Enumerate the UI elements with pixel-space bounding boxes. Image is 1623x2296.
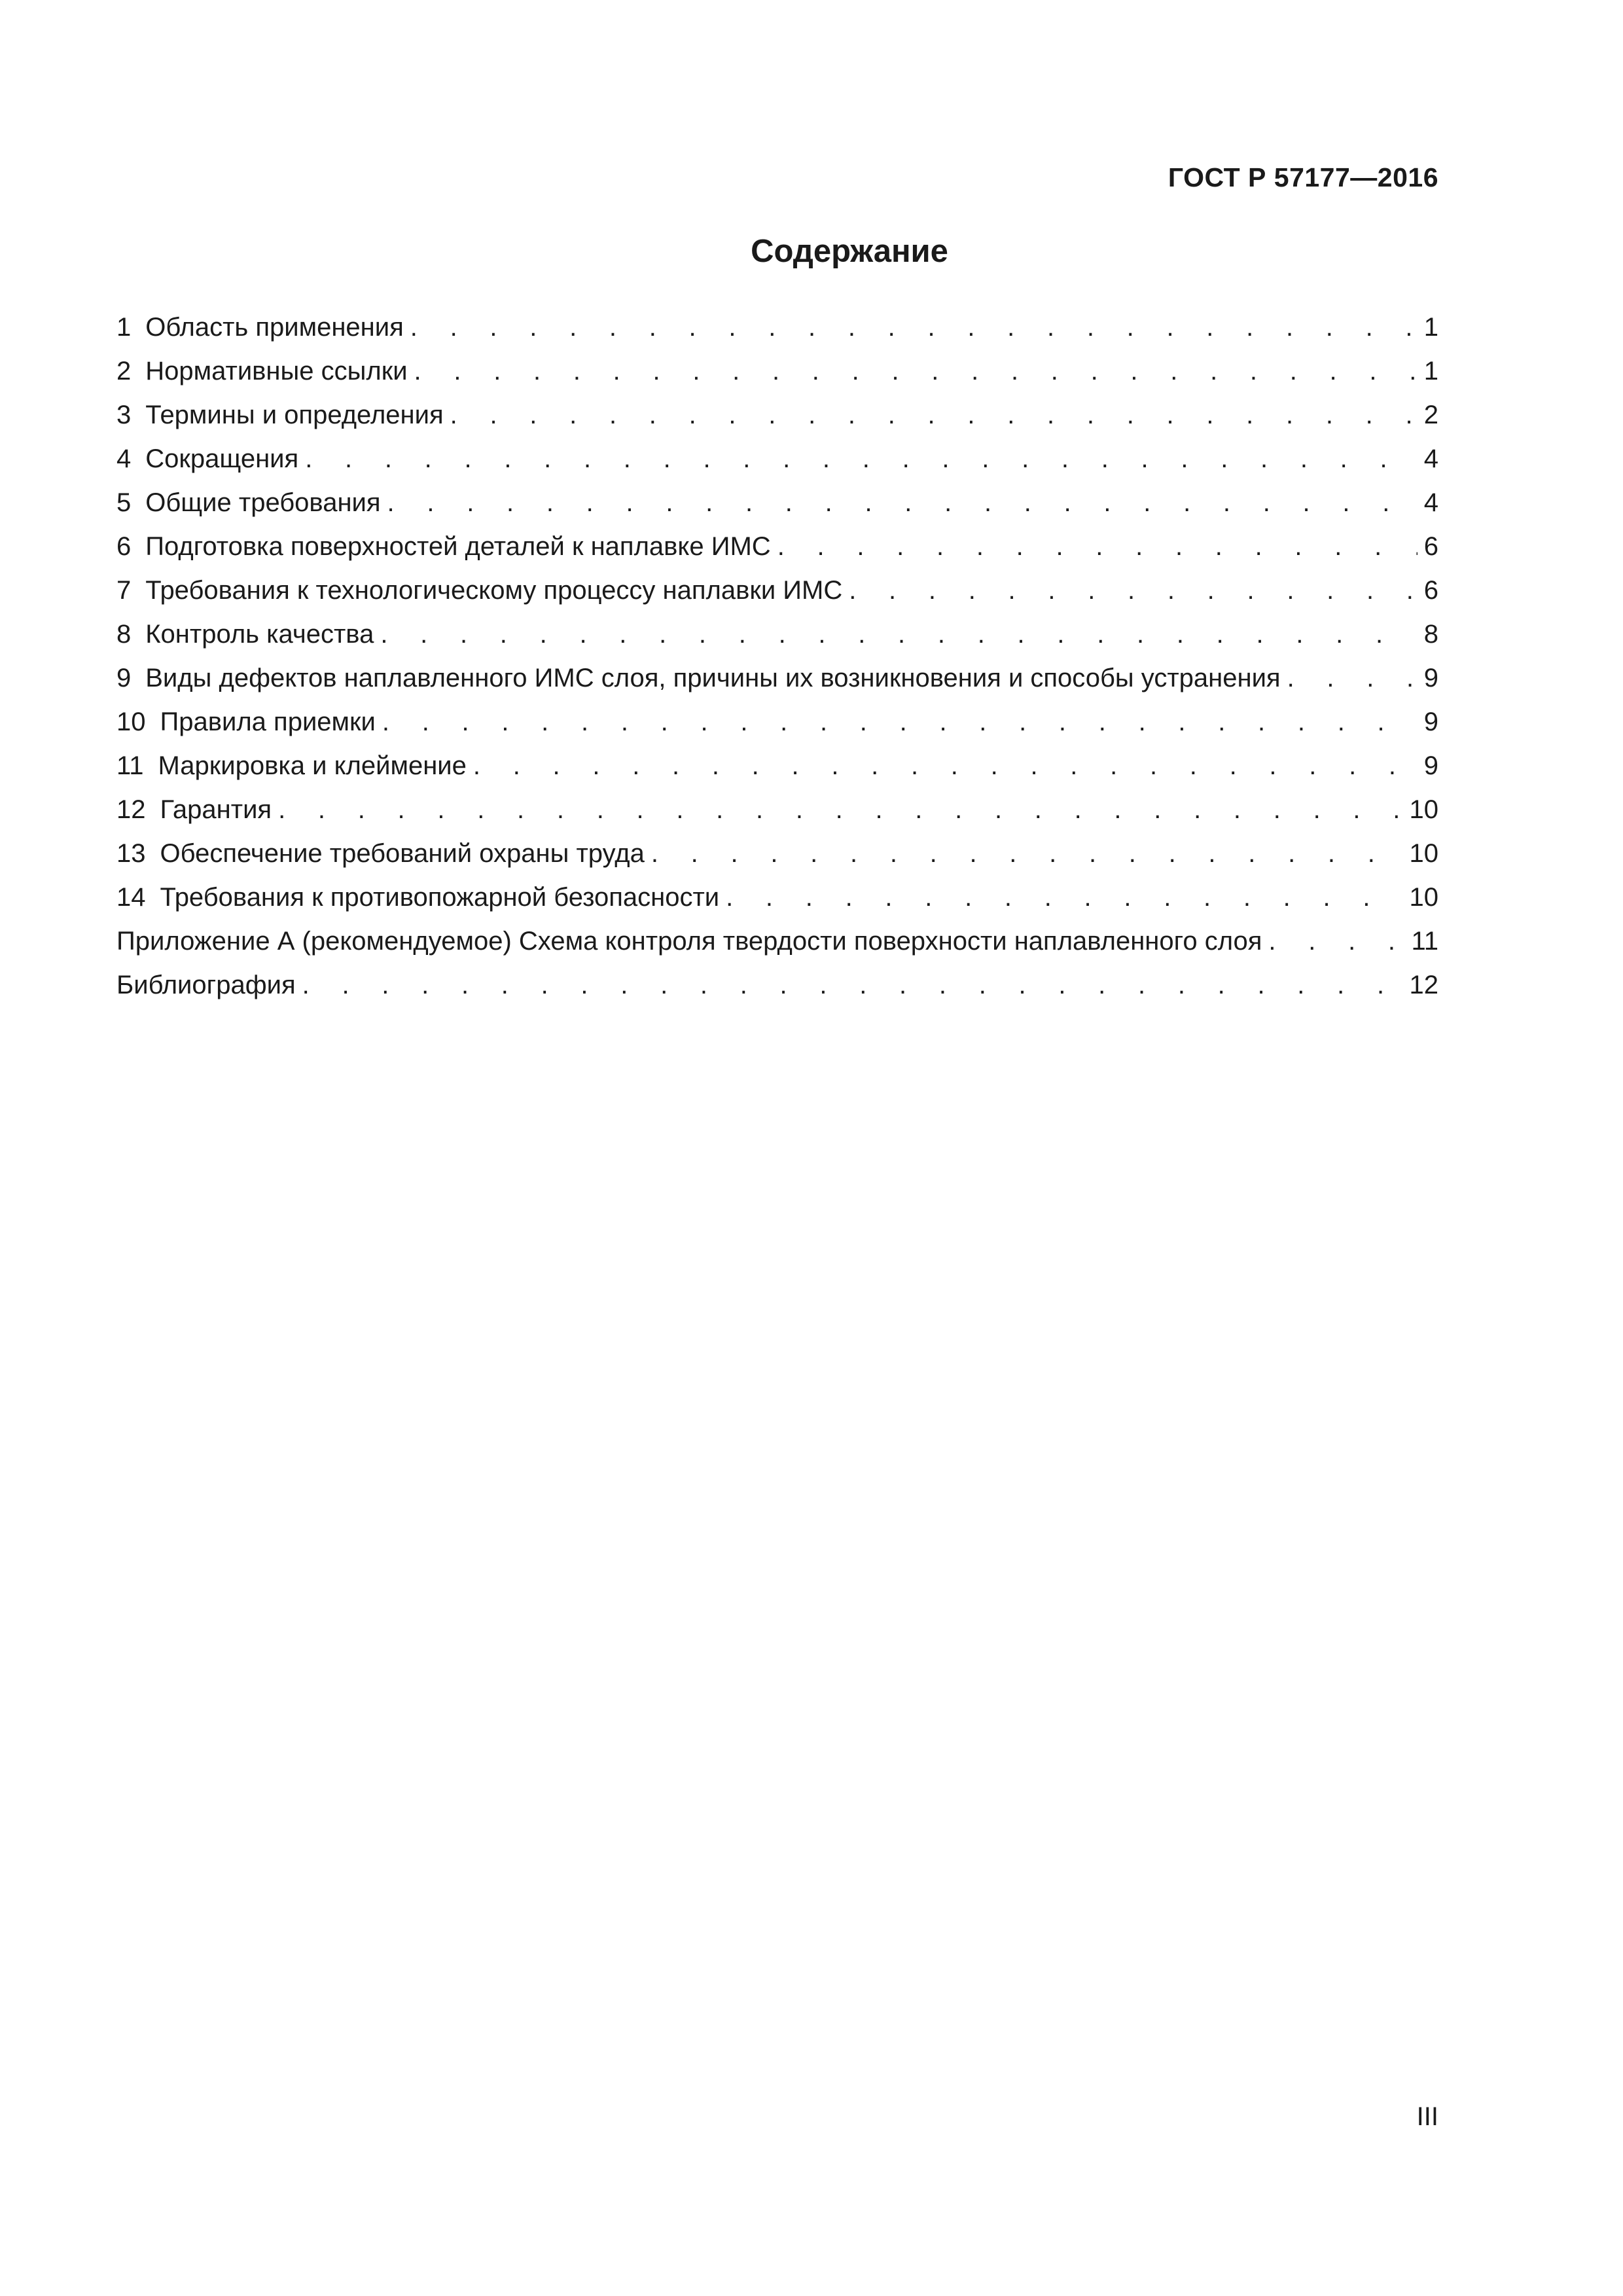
toc-entry-title: Контроль качества	[145, 620, 374, 649]
toc-entry-page: 4	[1423, 488, 1438, 517]
toc-dot-leader	[387, 487, 1418, 518]
toc-entry-title: Нормативные ссылки	[145, 357, 408, 386]
toc-entry-title: Библиография	[116, 971, 296, 999]
toc-entry-number: 2	[116, 357, 132, 386]
toc-entry-title: Гарантия	[160, 795, 272, 824]
toc-dot-leader	[651, 838, 1403, 869]
toc-entry-title: Требования к противопожарной безопасности	[160, 883, 720, 912]
toc-entry[interactable]	[116, 443, 1438, 487]
toc-entry-page: 4	[1423, 444, 1438, 473]
toc-dot-leader	[777, 531, 1418, 562]
toc-entry[interactable]	[116, 838, 1438, 882]
toc-entry-number: 1	[116, 313, 132, 342]
toc-dot-leader	[1287, 662, 1418, 694]
table-of-contents	[116, 312, 1438, 1013]
toc-entry-title: Виды дефектов наплавленного ИМС слоя, причины их возникновения и способы устранения	[145, 664, 1281, 692]
toc-entry-number: 5	[116, 488, 132, 517]
toc-entry-number: 13	[116, 839, 146, 868]
document-code: ГОСТ Р 57177—2016	[1168, 162, 1438, 192]
toc-entry-page: 1	[1423, 313, 1438, 342]
toc-entry[interactable]	[116, 969, 1438, 1013]
toc-entry[interactable]	[116, 575, 1438, 619]
toc-title: Содержание	[751, 234, 948, 269]
toc-entry-page: 10	[1409, 839, 1438, 868]
toc-entry-number: 7	[116, 576, 132, 605]
toc-dot-leader	[414, 355, 1418, 387]
toc-entry-title: Маркировка и клеймение	[158, 751, 467, 780]
toc-entry-page: 9	[1423, 751, 1438, 780]
toc-entry[interactable]	[116, 925, 1438, 969]
toc-entry-title: Обеспечение требований охраны труда	[160, 839, 645, 868]
toc-entry-page: 2	[1423, 401, 1438, 429]
toc-entry-number: 6	[116, 532, 132, 561]
toc-entry[interactable]	[116, 706, 1438, 750]
toc-entry-title: Область применения	[145, 313, 404, 342]
toc-entry-page: 1	[1423, 357, 1438, 386]
toc-entry-page: 10	[1409, 883, 1438, 912]
toc-entry[interactable]	[116, 619, 1438, 662]
toc-entry-number: 14	[116, 883, 146, 912]
toc-entry-number: 4	[116, 444, 132, 473]
toc-entry[interactable]	[116, 531, 1438, 575]
toc-entry-number: 11	[116, 751, 144, 780]
toc-dot-leader	[380, 619, 1417, 650]
toc-entry-title: Требования к технологическому процессу наплавки ИМС	[145, 576, 843, 605]
toc-entry-page: 10	[1409, 795, 1438, 824]
toc-dot-leader	[473, 750, 1418, 781]
toc-dot-leader	[726, 882, 1402, 913]
toc-entry[interactable]	[116, 312, 1438, 355]
toc-entry-number: 3	[116, 401, 132, 429]
toc-entry-title: Общие требования	[145, 488, 381, 517]
toc-dot-leader	[382, 706, 1418, 738]
toc-entry-number: 10	[116, 708, 146, 736]
toc-entry-page: 6	[1423, 532, 1438, 561]
toc-entry-page: 9	[1423, 664, 1438, 692]
toc-dot-leader	[410, 312, 1418, 343]
toc-entry-number: 8	[116, 620, 132, 649]
toc-entry-title: Правила приемки	[160, 708, 376, 736]
toc-entry[interactable]	[116, 750, 1438, 794]
toc-entry-page: 8	[1423, 620, 1438, 649]
toc-entry-number: 9	[116, 664, 132, 692]
toc-entry[interactable]	[116, 662, 1438, 706]
toc-dot-leader	[450, 399, 1418, 431]
toc-dot-leader	[302, 969, 1403, 1001]
toc-entry-title: Сокращения	[145, 444, 299, 473]
toc-entry-page: 6	[1423, 576, 1438, 605]
toc-entry[interactable]	[116, 794, 1438, 838]
toc-entry-page: 9	[1423, 708, 1438, 736]
toc-dot-leader	[1268, 925, 1404, 957]
toc-entry-title: Подготовка поверхностей деталей к наплавке ИМС	[145, 532, 771, 561]
page-number: III	[1416, 2102, 1438, 2131]
toc-dot-leader	[849, 575, 1418, 606]
toc-entry[interactable]	[116, 399, 1438, 443]
toc-dot-leader	[278, 794, 1402, 825]
toc-dot-leader	[305, 443, 1418, 475]
toc-entry-title: Приложение А (рекомендуемое) Схема контроля твердости поверхности наплавленного слоя	[116, 927, 1262, 956]
toc-entry[interactable]	[116, 882, 1438, 925]
toc-entry-number: 12	[116, 795, 146, 824]
toc-entry[interactable]	[116, 355, 1438, 399]
toc-entry-title: Термины и определения	[145, 401, 444, 429]
toc-entry[interactable]	[116, 487, 1438, 531]
toc-entry-page: 12	[1409, 971, 1438, 999]
toc-entry-page: 11	[1411, 927, 1438, 956]
